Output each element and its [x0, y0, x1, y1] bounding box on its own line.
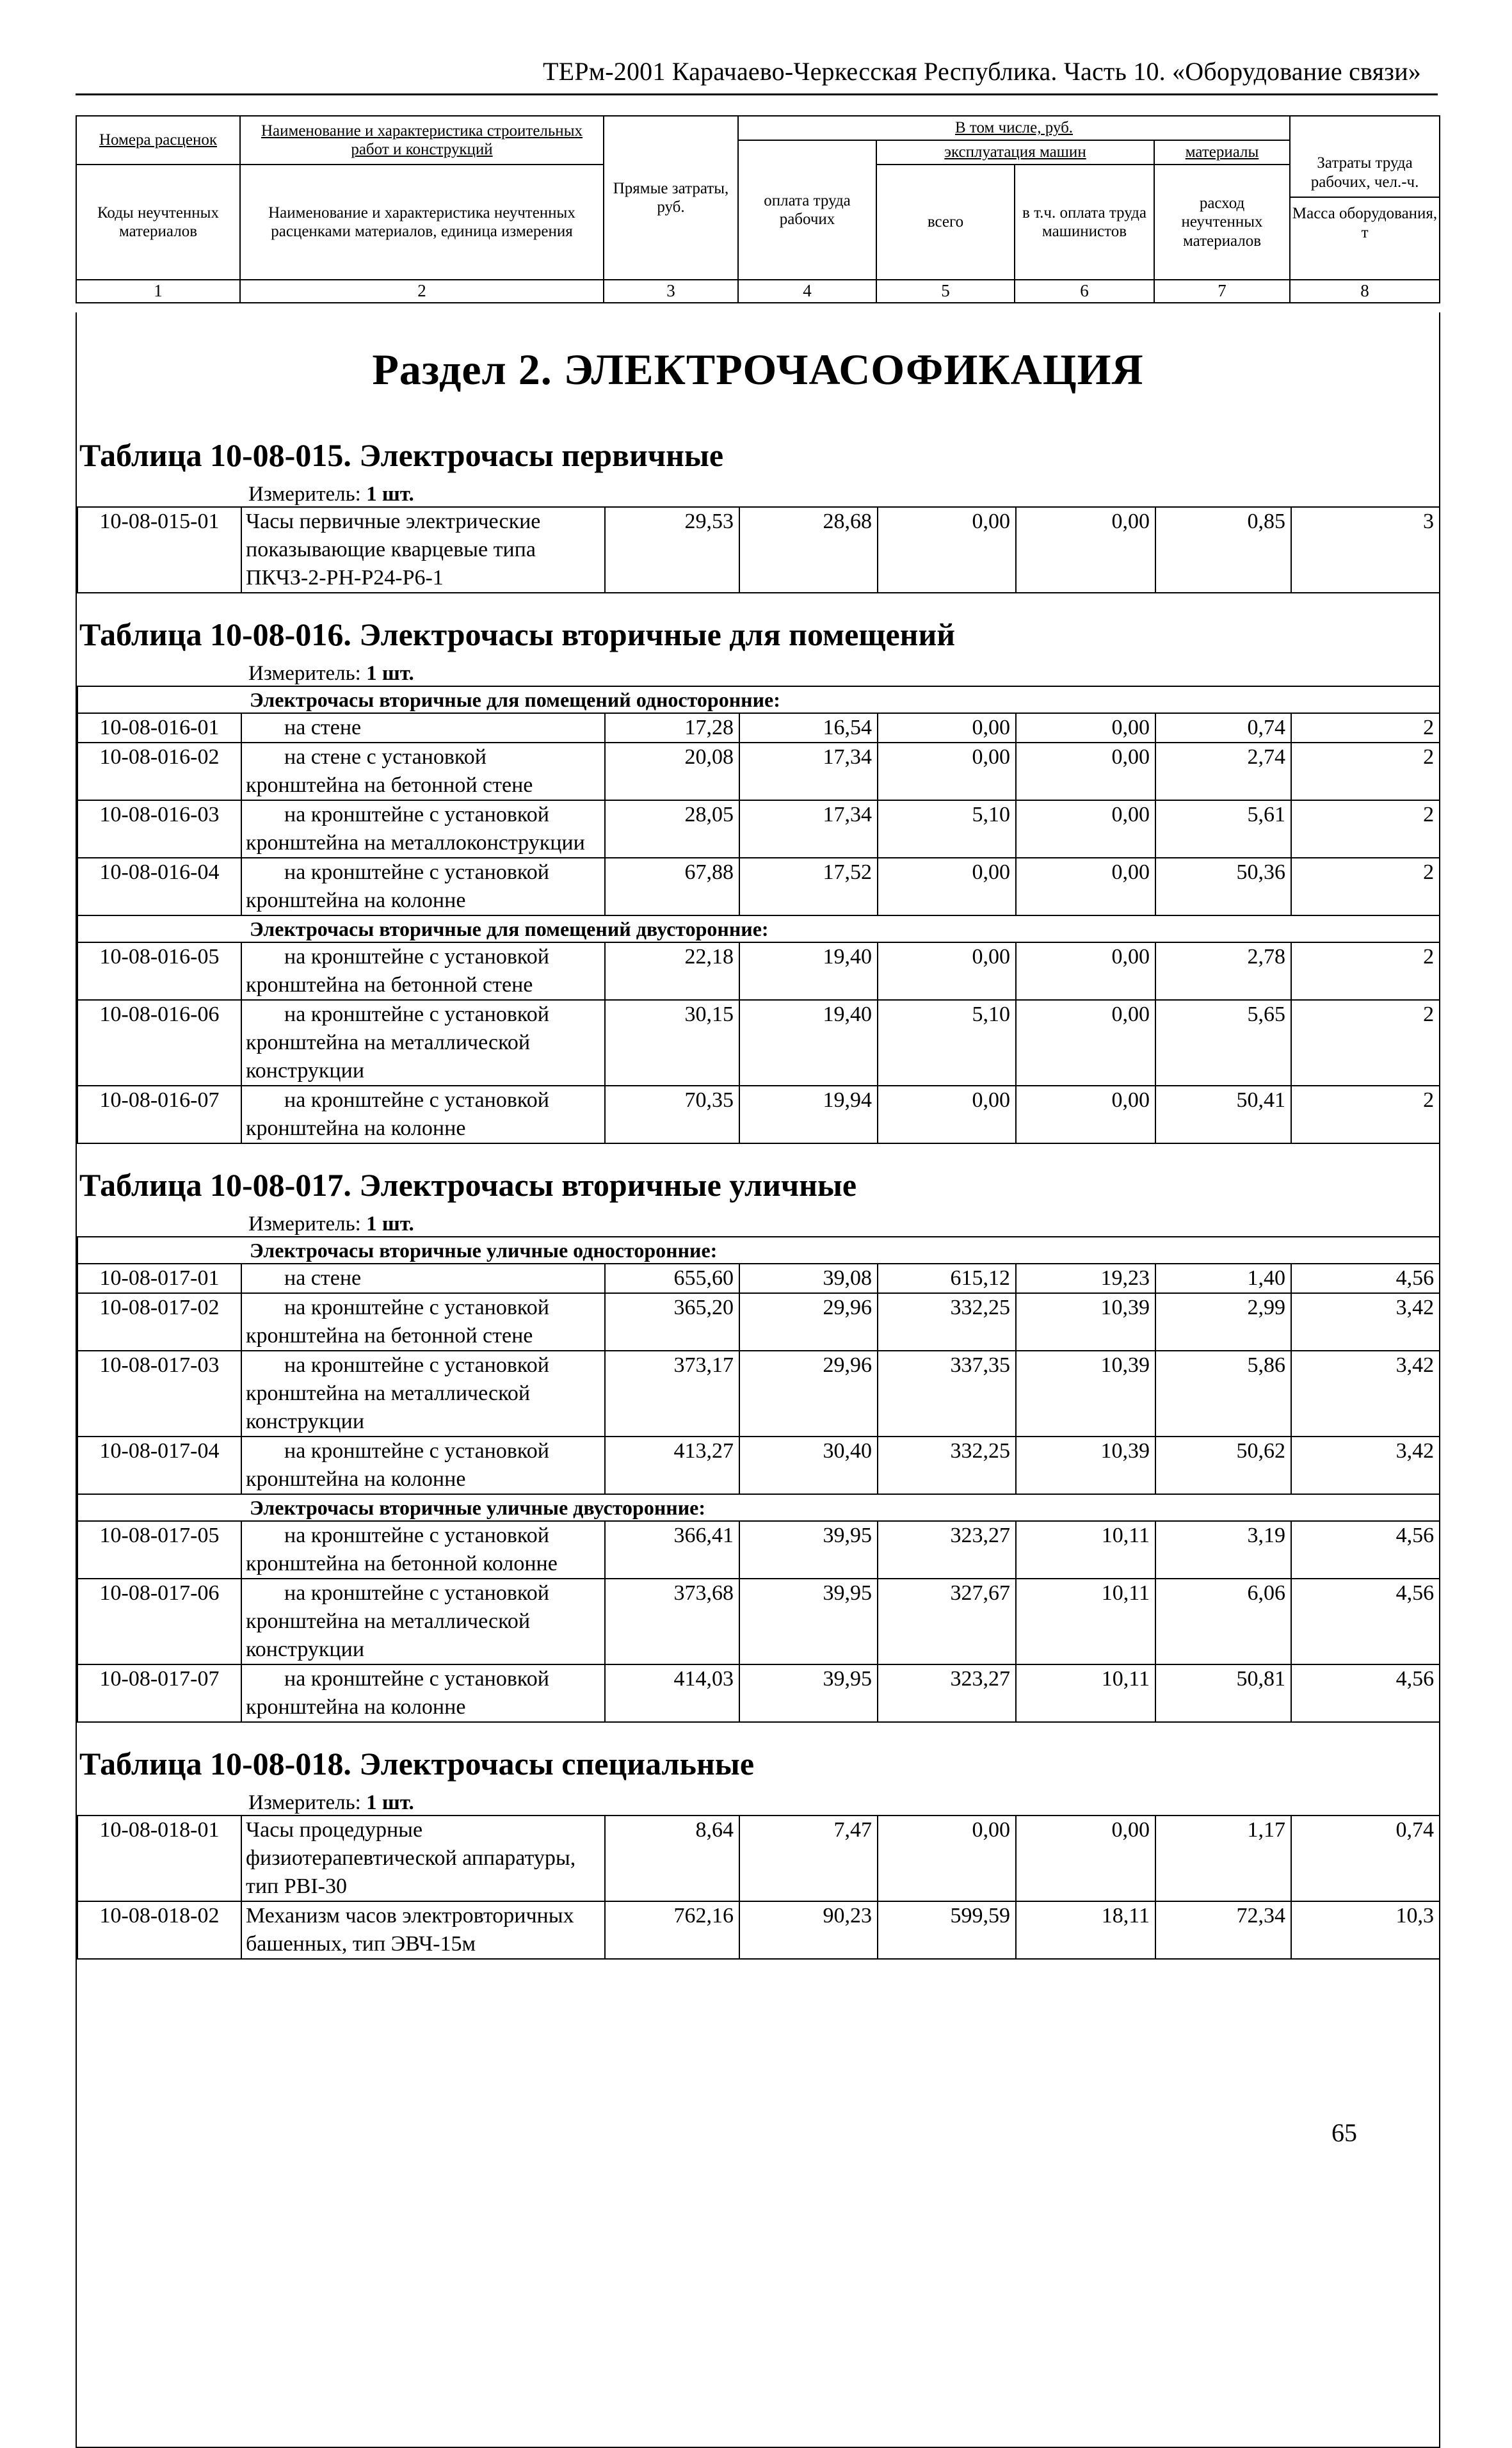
section-title: Раздел 2. ЭЛЕКТРОЧАСОФИКАЦИЯ — [372, 345, 1144, 394]
header-materials: материалы — [1154, 140, 1290, 165]
rate-code: 10-08-017-04 — [77, 1437, 241, 1494]
labor-pay: 29,96 — [739, 1351, 878, 1437]
header-machines: эксплуатация машин — [876, 140, 1154, 165]
direct-costs: 413,27 — [605, 1437, 739, 1494]
work-name: на кронштейне с установкой кронштейна на колонне — [241, 1086, 605, 1143]
materials-cost: 6,06 — [1155, 1579, 1291, 1664]
col-number: 6 — [1015, 280, 1154, 303]
col-number: 4 — [738, 280, 876, 303]
work-name: на стене с установкой кронштейна на бетонной стене — [241, 743, 605, 800]
machines-total: 0,00 — [878, 713, 1016, 743]
machines-total: 327,67 — [878, 1579, 1016, 1664]
measure-line — [248, 479, 1439, 506]
labor-pay: 17,34 — [739, 800, 878, 858]
measure-label: Измеритель: — [248, 662, 361, 685]
work-name: Часы процедурные физиотерапевтической аппаратуры, тип PBI-30 — [241, 1816, 605, 1901]
direct-costs: 373,17 — [605, 1351, 739, 1437]
rate-code: 10-08-017-05 — [77, 1521, 241, 1579]
direct-costs: 373,68 — [605, 1579, 739, 1664]
rate-code: 10-08-015-01 — [77, 507, 241, 593]
machinists-pay: 10,39 — [1016, 1293, 1155, 1351]
col-number: 1 — [76, 280, 240, 303]
materials-cost: 2,78 — [1155, 942, 1291, 1000]
header-col3: Прямые затраты, руб. — [604, 116, 738, 280]
labor-pay: 39,95 — [739, 1664, 878, 1722]
work-name: на кронштейне с установкой кронштейна на колонне — [241, 1664, 605, 1722]
machinists-pay: 0,00 — [1016, 1816, 1155, 1901]
machinists-pay: 10,11 — [1016, 1664, 1155, 1722]
materials-cost: 5,61 — [1155, 800, 1291, 858]
labor-or-mass: 3,42 — [1291, 1437, 1440, 1494]
table-row — [77, 507, 1440, 593]
header-col8-top: Затраты труда рабочих, чел.-ч. — [1291, 151, 1439, 198]
materials-cost: 50,62 — [1155, 1437, 1291, 1494]
table-row — [77, 1816, 1440, 1901]
labor-pay: 17,34 — [739, 743, 878, 800]
labor-or-mass: 10,3 — [1291, 1901, 1440, 1959]
direct-costs: 365,20 — [605, 1293, 739, 1351]
work-name: на стене — [241, 713, 605, 743]
materials-cost: 50,41 — [1155, 1086, 1291, 1143]
machines-total: 615,12 — [878, 1264, 1016, 1293]
labor-or-mass: 2 — [1291, 713, 1440, 743]
direct-costs: 20,08 — [605, 743, 739, 800]
labor-pay: 17,52 — [739, 858, 878, 915]
header-col2-bottom: Наименование и характеристика неучтенных расценками материалов, единица измерения — [240, 165, 604, 280]
table-row — [77, 1293, 1440, 1351]
measure-line — [248, 659, 1439, 686]
machinists-pay: 10,39 — [1016, 1437, 1155, 1494]
machines-total: 332,25 — [878, 1293, 1016, 1351]
subgroup-row — [77, 1494, 1440, 1521]
materials-cost: 2,99 — [1155, 1293, 1291, 1351]
measure-value: 1 шт. — [366, 1791, 414, 1814]
materials-cost: 1,17 — [1155, 1816, 1291, 1901]
table-row — [77, 1901, 1440, 1959]
header-col5: всего — [876, 165, 1015, 280]
column-number-row — [76, 280, 1440, 303]
labor-or-mass: 2 — [1291, 942, 1440, 1000]
machines-total: 323,27 — [878, 1664, 1016, 1722]
work-name: на кронштейне с установкой кронштейна на колонне — [241, 1437, 605, 1494]
header-col7: расход неучтенных материалов — [1154, 165, 1290, 280]
labor-pay: 39,95 — [739, 1521, 878, 1579]
labor-or-mass: 4,56 — [1291, 1664, 1440, 1722]
machinists-pay: 10,11 — [1016, 1521, 1155, 1579]
direct-costs: 762,16 — [605, 1901, 739, 1959]
labor-pay: 16,54 — [739, 713, 878, 743]
labor-pay: 19,40 — [739, 942, 878, 1000]
machines-total: 323,27 — [878, 1521, 1016, 1579]
direct-costs: 70,35 — [605, 1086, 739, 1143]
labor-pay: 30,40 — [739, 1437, 878, 1494]
direct-costs: 22,18 — [605, 942, 739, 1000]
direct-costs: 8,64 — [605, 1816, 739, 1901]
materials-cost: 1,40 — [1155, 1264, 1291, 1293]
work-name: на кронштейне с установкой кронштейна на металлической конструкции — [241, 1351, 605, 1437]
rate-code: 10-08-017-03 — [77, 1351, 241, 1437]
rates-table — [77, 1236, 1440, 1723]
table-row — [77, 1579, 1440, 1664]
rate-code: 10-08-017-07 — [77, 1664, 241, 1722]
header-col6: в т.ч. оплата труда машинистов — [1015, 165, 1154, 280]
rate-code: 10-08-016-04 — [77, 858, 241, 915]
labor-or-mass: 0,74 — [1291, 1816, 1440, 1901]
rate-code: 10-08-016-02 — [77, 743, 241, 800]
machinists-pay: 18,11 — [1016, 1901, 1155, 1959]
labor-or-mass: 2 — [1291, 1086, 1440, 1143]
rate-code: 10-08-016-03 — [77, 800, 241, 858]
measure-value: 1 шт. — [366, 483, 414, 506]
machinists-pay: 0,00 — [1016, 1086, 1155, 1143]
materials-cost: 5,86 — [1155, 1351, 1291, 1437]
labor-or-mass: 3,42 — [1291, 1351, 1440, 1437]
col-number: 8 — [1290, 280, 1440, 303]
table-row — [77, 858, 1440, 915]
materials-cost: 50,81 — [1155, 1664, 1291, 1722]
materials-cost: 50,36 — [1155, 858, 1291, 915]
labor-or-mass: 2 — [1291, 1000, 1440, 1086]
materials-cost: 5,65 — [1155, 1000, 1291, 1086]
table-title: Таблица 10-08-017. Электрочасы вторичные уличные — [79, 1167, 857, 1203]
measure-value: 1 шт. — [366, 1212, 414, 1236]
table-row — [77, 1664, 1440, 1722]
direct-costs: 67,88 — [605, 858, 739, 915]
header-col1 — [76, 116, 240, 165]
table-title: Таблица 10-08-018. Электрочасы специальные — [79, 1746, 755, 1782]
running-header: ТЕРм-2001 Карачаево-Черкесская Республика. Часть 10. «Оборудование связи» — [543, 57, 1421, 86]
table-row — [77, 1437, 1440, 1494]
materials-cost: 0,85 — [1155, 507, 1291, 593]
materials-cost: 2,74 — [1155, 743, 1291, 800]
machines-total: 5,10 — [878, 1000, 1016, 1086]
column-header-table — [76, 115, 1440, 303]
machinists-pay: 0,00 — [1016, 1000, 1155, 1086]
page-number: 65 — [1331, 2118, 1357, 2147]
machines-total: 332,25 — [878, 1437, 1016, 1494]
header-col8 — [1290, 116, 1440, 280]
machinists-pay: 10,11 — [1016, 1579, 1155, 1664]
machines-total: 0,00 — [878, 743, 1016, 800]
rates-table — [77, 686, 1440, 1144]
document-body — [76, 312, 1440, 2448]
direct-costs: 28,05 — [605, 800, 739, 858]
direct-costs: 17,28 — [605, 713, 739, 743]
measure-label: Измеритель: — [248, 483, 361, 506]
rate-code: 10-08-017-06 — [77, 1579, 241, 1664]
labor-pay: 19,40 — [739, 1000, 878, 1086]
measure-line — [248, 1209, 1439, 1236]
subgroup-row — [77, 686, 1440, 713]
direct-costs: 655,60 — [605, 1264, 739, 1293]
subgroup-row — [77, 1237, 1440, 1264]
table-row — [77, 1264, 1440, 1293]
labor-or-mass: 2 — [1291, 858, 1440, 915]
header-rule — [76, 93, 1438, 95]
labor-or-mass: 3 — [1291, 507, 1440, 593]
direct-costs: 30,15 — [605, 1000, 739, 1086]
header-including: В том числе, руб. — [738, 116, 1290, 140]
labor-or-mass: 2 — [1291, 800, 1440, 858]
header-col1-top: Номера расценок — [99, 131, 218, 149]
table-row — [77, 1521, 1440, 1579]
measure-line — [248, 1788, 1439, 1815]
direct-costs: 414,03 — [605, 1664, 739, 1722]
table-row — [77, 800, 1440, 858]
labor-or-mass: 3,42 — [1291, 1293, 1440, 1351]
header-col1-bottom: Коды неучтенных материалов — [76, 165, 240, 280]
labor-pay: 29,96 — [739, 1293, 878, 1351]
materials-cost: 72,34 — [1155, 1901, 1291, 1959]
rate-code: 10-08-016-05 — [77, 942, 241, 1000]
work-name: на кронштейне с установкой кронштейна на металлической конструкции — [241, 1000, 605, 1086]
labor-or-mass: 4,56 — [1291, 1579, 1440, 1664]
table-title: Таблица 10-08-016. Электрочасы вторичные для помещений — [79, 616, 956, 652]
materials-cost: 0,74 — [1155, 713, 1291, 743]
header-col2-top: Наименование и характеристика строительных работ и конструкций — [261, 122, 583, 158]
subgroup-heading: Электрочасы вторичные для помещений двусторонние: — [77, 915, 1440, 942]
labor-or-mass: 4,56 — [1291, 1264, 1440, 1293]
machines-total: 0,00 — [878, 942, 1016, 1000]
machinists-pay: 0,00 — [1016, 743, 1155, 800]
machinists-pay: 0,00 — [1016, 713, 1155, 743]
measure-label: Измеритель: — [248, 1212, 361, 1236]
work-name: Механизм часов электровторичных башенных, тип ЭВЧ-15м — [241, 1901, 605, 1959]
col-number: 5 — [876, 280, 1015, 303]
labor-or-mass: 4,56 — [1291, 1521, 1440, 1579]
rates-table — [77, 506, 1440, 593]
machines-total: 0,00 — [878, 858, 1016, 915]
machinists-pay: 0,00 — [1016, 942, 1155, 1000]
machinists-pay: 0,00 — [1016, 858, 1155, 915]
header-col2 — [240, 116, 604, 165]
work-name: на кронштейне с установкой кронштейна на бетонной колонне — [241, 1521, 605, 1579]
machines-total: 599,59 — [878, 1901, 1016, 1959]
direct-costs: 29,53 — [605, 507, 739, 593]
work-name: Часы первичные электрические показывающие кварцевые типа ПКЧЗ-2-РН-Р24-Р6-1 — [241, 507, 605, 593]
direct-costs: 366,41 — [605, 1521, 739, 1579]
materials-cost: 3,19 — [1155, 1521, 1291, 1579]
work-name: на кронштейне с установкой кронштейна на металлической конструкции — [241, 1579, 605, 1664]
table-row — [77, 942, 1440, 1000]
labor-pay: 39,08 — [739, 1264, 878, 1293]
subgroup-row — [77, 915, 1440, 942]
rate-code: 10-08-017-01 — [77, 1264, 241, 1293]
rate-code: 10-08-018-01 — [77, 1816, 241, 1901]
header-col8-bottom: Масса оборудования, т — [1292, 205, 1438, 241]
machines-total: 0,00 — [878, 507, 1016, 593]
rate-code: 10-08-018-02 — [77, 1901, 241, 1959]
table-row — [77, 1086, 1440, 1143]
table-row — [77, 1351, 1440, 1437]
rate-code: 10-08-016-07 — [77, 1086, 241, 1143]
rate-code: 10-08-016-01 — [77, 713, 241, 743]
work-name: на кронштейне с установкой кронштейна на колонне — [241, 858, 605, 915]
work-name: на стене — [241, 1264, 605, 1293]
machinists-pay: 0,00 — [1016, 800, 1155, 858]
table-row — [77, 1000, 1440, 1086]
labor-or-mass: 2 — [1291, 743, 1440, 800]
labor-pay: 28,68 — [739, 507, 878, 593]
machines-total: 337,35 — [878, 1351, 1016, 1437]
machines-total: 5,10 — [878, 800, 1016, 858]
table-row — [77, 743, 1440, 800]
col-number: 7 — [1154, 280, 1290, 303]
subgroup-heading: Электрочасы вторичные уличные односторонние: — [77, 1237, 1440, 1264]
rate-code: 10-08-016-06 — [77, 1000, 241, 1086]
machinists-pay: 0,00 — [1016, 507, 1155, 593]
measure-label: Измеритель: — [248, 1791, 361, 1814]
labor-pay: 39,95 — [739, 1579, 878, 1664]
subgroup-heading: Электрочасы вторичные для помещений односторонние: — [77, 686, 1440, 713]
rates-table — [77, 1815, 1440, 1960]
table-title: Таблица 10-08-015. Электрочасы первичные — [79, 437, 724, 473]
header-col4: оплата труда рабочих — [738, 140, 876, 280]
machines-total: 0,00 — [878, 1816, 1016, 1901]
work-name: на кронштейне с установкой кронштейна на бетонной стене — [241, 942, 605, 1000]
col-number: 3 — [604, 280, 738, 303]
machinists-pay: 19,23 — [1016, 1264, 1155, 1293]
table-row — [77, 713, 1440, 743]
subgroup-heading: Электрочасы вторичные уличные двусторонние: — [77, 1494, 1440, 1521]
col-number: 2 — [240, 280, 604, 303]
work-name: на кронштейне с установкой кронштейна на металлоконструкции — [241, 800, 605, 858]
labor-pay: 19,94 — [739, 1086, 878, 1143]
rate-code: 10-08-017-02 — [77, 1293, 241, 1351]
labor-pay: 90,23 — [739, 1901, 878, 1959]
machines-total: 0,00 — [878, 1086, 1016, 1143]
machinists-pay: 10,39 — [1016, 1351, 1155, 1437]
work-name: на кронштейне с установкой кронштейна на бетонной стене — [241, 1293, 605, 1351]
labor-pay: 7,47 — [739, 1816, 878, 1901]
measure-value: 1 шт. — [366, 662, 414, 685]
